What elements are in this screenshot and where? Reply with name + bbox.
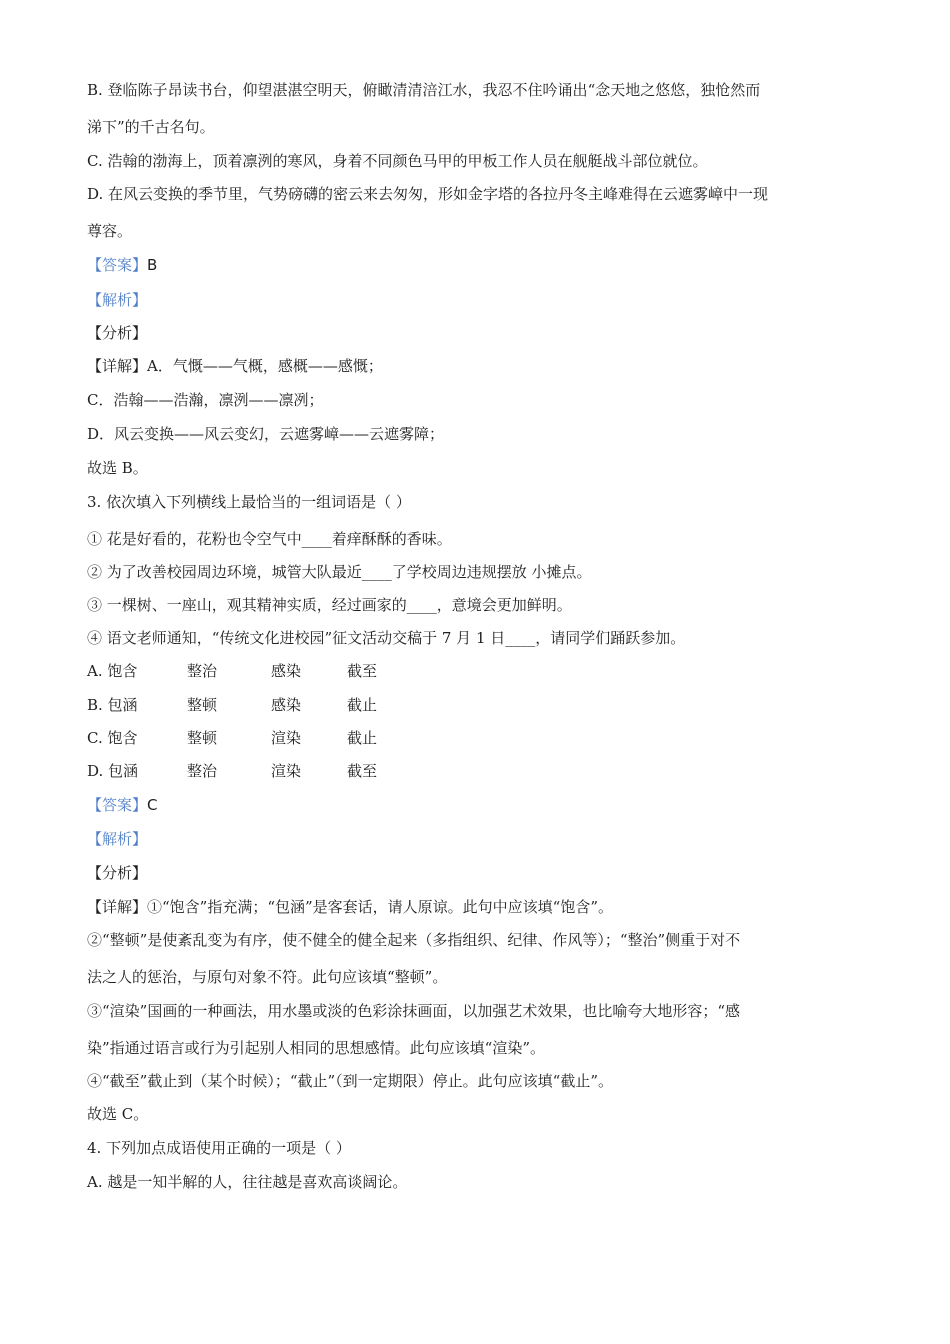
q3-item-3: ③ 一棵树、一座山，观其精神实质，经过画家的____，意境会更加鲜明。 xyxy=(87,596,572,614)
option-word: 渲染 xyxy=(271,729,302,747)
q3-detail-line5: 染”指通过语言或行为引起别人相同的思想感情。此句应该填“渲染”。 xyxy=(87,1039,546,1057)
option-label: A. 饱含 xyxy=(87,662,138,680)
q3-detail-line4: ③“渲染”国画的一种画法，用水墨或淡的色彩涂抹画面，以加强艺术效果，也比喻夸大地形容；“感 xyxy=(87,1002,741,1020)
q2-option-b-line2: 涕下”的千古名句。 xyxy=(87,118,215,136)
q2-option-c: C. 浩翰的渤海上，顶着凛洌的寒风，身着不同颜色马甲的甲板工作人员在舰艇战斗部位就位。 xyxy=(87,152,708,170)
q2-option-d-line1: D. 在风云变换的季节里，气势磅礴的密云来去匆匆，形如金字塔的各拉丹冬主峰难得在云遮雾嶂中一现 xyxy=(87,185,769,203)
option-word: 感染 xyxy=(271,696,302,714)
option-word: 整治 xyxy=(187,662,218,680)
option-word: 整顿 xyxy=(187,696,218,714)
q3-item-4: ④ 语文老师通知，“传统文化进校园”征文活动交稿于 7 月 1 日____，请同学们踊跃参加。 xyxy=(87,629,686,647)
q2-detail-line1: 【详解】A．气慨——气概，感概——感慨； xyxy=(87,357,383,375)
option-word: 截至 xyxy=(347,662,378,680)
option-word: 整治 xyxy=(187,762,218,780)
q2-jiexi-tag: 【解析】 xyxy=(87,291,148,309)
q3-answer xyxy=(87,795,158,815)
q2-answer-tag: 【答案】 xyxy=(87,256,148,274)
q3-fenxi-tag: 【分析】 xyxy=(87,864,148,882)
option-word: 感染 xyxy=(271,662,302,680)
q3-detail-line6: ④“截至”截止到（某个时候）；“截止”（到一定期限）停止。此句应该填“截止”。 xyxy=(87,1072,614,1090)
option-word: 截止 xyxy=(347,729,378,747)
option-word: 截止 xyxy=(347,696,378,714)
q2-option-d-line2: 尊容。 xyxy=(87,222,133,240)
q2-conclusion: 故选 B。 xyxy=(87,459,148,477)
option-word: 整顿 xyxy=(187,729,218,747)
q2-option-b-line1: B. 登临陈子昂读书台，仰望湛湛空明天，俯瞰清清涪江水，我忍不住吟诵出“念天地之悠悠，独怆然而 xyxy=(87,81,761,99)
q2-fenxi-tag: 【分析】 xyxy=(87,324,148,342)
option-word: 截至 xyxy=(347,762,378,780)
q2-answer xyxy=(87,255,157,275)
q3-stem: 3. 依次填入下列横线上最恰当的一组词语是（ ） xyxy=(87,493,411,511)
option-label: D. 包涵 xyxy=(87,762,139,780)
q4-option-a: A. 越是一知半解的人，往往越是喜欢高谈阔论。 xyxy=(87,1173,408,1191)
q3-answer-tag: 【答案】 xyxy=(87,796,148,814)
q3-item-2: ② 为了改善校园周边环境，城管大队最近____了学校周边违规摆放 小摊点。 xyxy=(87,563,592,581)
option-label: B. 包涵 xyxy=(87,696,138,714)
q2-detail-line3: D．风云变换——风云变幻，云遮雾嶂——云遮雾障； xyxy=(87,425,445,443)
q3-detail-line1: 【详解】①“饱含”指充满；“包涵”是客套话，请人原谅。此句中应该填“饱含”。 xyxy=(87,898,614,916)
q3-jiexi-tag: 【解析】 xyxy=(87,830,148,848)
q2-answer-value: B xyxy=(147,256,158,274)
option-word: 渲染 xyxy=(271,762,302,780)
q3-conclusion: 故选 C。 xyxy=(87,1105,149,1123)
q3-item-1: ① 花是好看的，花粉也令空气中____着痒酥酥的香味。 xyxy=(87,530,452,548)
q4-stem: 4. 下列加点成语使用正确的一项是（ ） xyxy=(87,1139,351,1157)
q2-detail-line2: C．浩翰——浩瀚，凛洌——凛冽； xyxy=(87,391,324,409)
q3-detail-line2: ②“整顿”是使紊乱变为有序，使不健全的健全起来（多指组织、纪律、作风等）；“整治”侧重于对不 xyxy=(87,931,741,949)
q3-answer-value: C xyxy=(147,796,158,814)
option-label: C. 饱含 xyxy=(87,729,138,747)
q3-detail-line3: 法之人的惩治，与原句对象不符。此句应该填“整顿”。 xyxy=(87,968,448,986)
